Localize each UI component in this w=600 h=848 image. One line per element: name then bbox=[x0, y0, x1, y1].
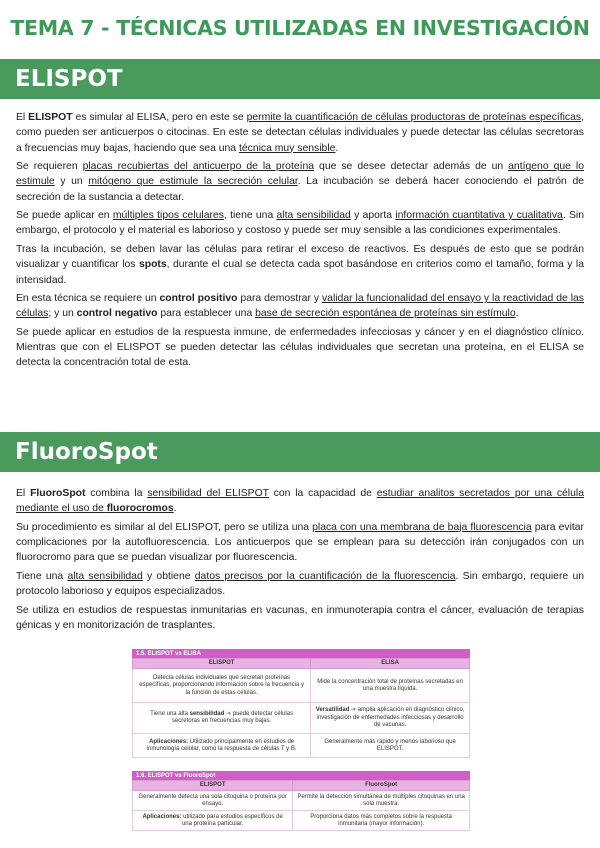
text-run: utilizado para estudios específicos de una proteína particular. bbox=[181, 813, 283, 827]
bold-text: control positivo bbox=[159, 293, 238, 305]
text-run: Utilizado principalmente en estudios de inmunología celular, como la respuesta de células T y B. bbox=[146, 738, 297, 752]
underlined-text: alta sensibilidad bbox=[276, 210, 351, 222]
text-run: . La incubación se deberá hacer conociendo el patrón de secreción de la sustancia a detectar. bbox=[16, 176, 585, 203]
table-cell bbox=[133, 811, 293, 831]
text-run: ➔ bbox=[224, 711, 233, 717]
paragraph bbox=[16, 325, 584, 371]
text-run: ➔ bbox=[349, 707, 358, 714]
text-run: Tiene una alta bbox=[150, 711, 190, 717]
text-run: En esta técnica se requiere un bbox=[16, 293, 160, 305]
table-cell bbox=[133, 703, 311, 734]
column-header: ELISPOT bbox=[133, 659, 311, 669]
text-run: . bbox=[515, 308, 519, 320]
text-run: Detecta células individuales que secretan proteínas específicas, proporcionando información sobre la frecuencia y la función de estas células. bbox=[139, 674, 304, 696]
fluorospot-body bbox=[16, 486, 584, 636]
text-run: . bbox=[173, 503, 177, 515]
text-run: . bbox=[335, 142, 339, 154]
bold-text: spots bbox=[138, 259, 167, 271]
underlined-text: mitógeno que estimule la secreción celular bbox=[88, 176, 298, 188]
underlined-text: permite la cuantificación de células productoras de proteínas específicas bbox=[246, 112, 582, 123]
text-run: El bbox=[16, 112, 29, 123]
underlined-text: sensibilidad del ELISPOT bbox=[147, 488, 269, 499]
paragraph bbox=[16, 159, 584, 205]
table-cell bbox=[133, 669, 311, 703]
page-title: TEMA 7 - TÉCNICAS UTILIZADAS EN INVESTIGACIÓN bbox=[10, 16, 590, 40]
bold-text: FluoroSpot bbox=[30, 488, 86, 499]
underlined-text: datos precisos por la cuantificación de la fluorescencia bbox=[194, 570, 456, 582]
text-run: que se desee detectar además de un bbox=[314, 161, 509, 173]
text-run: Generalmente detecta una sola citoquina o proteína por ensayo. bbox=[138, 793, 287, 807]
paragraph bbox=[16, 291, 584, 322]
paragraph bbox=[16, 569, 584, 600]
text-run: amplia aplicación en diagnóstico clínico, investigación de enfermedades infecciosas y desarrollo de vacunas. bbox=[316, 707, 465, 729]
text-run: Se requieren bbox=[16, 161, 83, 173]
bold-text: Aplicaciones: bbox=[149, 738, 189, 745]
bold-text: Aplicaciones: bbox=[142, 813, 182, 820]
text-run: Se puede aplicar en estudios de la respuesta inmune, de enfermedades infecciosas y cáncer y en el diagnóstico clínico. Mientras que con el ELISPOT se pueden detectar las células individuales que secretan una proteína, en el ELISA se detecta la concentración total de esta. bbox=[16, 326, 584, 369]
table-cell bbox=[293, 791, 470, 811]
paragraph bbox=[16, 242, 584, 288]
table-title: 1.6. ELISPOT vs FluoroSpot bbox=[132, 771, 470, 780]
text-run: El bbox=[16, 488, 31, 499]
text-run: Permite la detección simultánea de múltiples citoquinas en una sola muestra. bbox=[297, 793, 465, 807]
text-run: , tiene una bbox=[223, 210, 277, 222]
underlined-text: estudiar analitos secretados por una célula mediante el uso de bbox=[16, 488, 584, 515]
text-run: para evitar complicaciones por la autofluorescencia. Los anticuerpos que se emplean para su detección irán conjugados con un fluorocromo para que se puedan visualizar por fluorescencia. bbox=[16, 521, 585, 564]
text-run: ; y un bbox=[48, 308, 77, 320]
text-run: Tiene una bbox=[16, 570, 68, 582]
text-run: para establecer una bbox=[157, 308, 256, 320]
text-run: Se puede aplicar en bbox=[16, 210, 113, 222]
paragraph bbox=[16, 603, 584, 634]
column-header: ELISA bbox=[311, 659, 470, 669]
table-row bbox=[133, 734, 470, 758]
underlined-text: técnica muy sensible bbox=[238, 142, 336, 154]
underlined-text: placa con una membrana de baja fluorescencia bbox=[312, 521, 532, 533]
text-run: y aporta bbox=[350, 210, 396, 222]
table-title: 1.5. ELISPOT vs ELISA bbox=[132, 649, 470, 658]
table-row bbox=[133, 669, 470, 703]
text-run: . Sin embargo, requiere un protocolo laborioso y equipos especializados. bbox=[16, 570, 584, 598]
text-run: Generalmente más rápido y menos laborioso que ELISPOT. bbox=[324, 738, 456, 752]
underlined-text: validar la funcionalidad del ensayo y la reactividad de las células bbox=[16, 293, 584, 320]
text-run: Se utiliza en estudios de respuestas inmunitarias en vacunas, en inmunoterapia contra el cáncer, evaluación de terapias génicas y en monitorización de trasplantes. bbox=[16, 604, 584, 631]
paragraph bbox=[16, 208, 584, 239]
text-run: Proporciona datos más completos sobre la respuesta inmunitaria (mayor información). bbox=[310, 813, 453, 827]
table-row bbox=[133, 791, 470, 811]
bold-text: control negativo bbox=[76, 308, 158, 320]
underlined-text: múltiples tipos celulares bbox=[112, 210, 224, 222]
text-run: para demostrar y bbox=[237, 293, 322, 305]
table-cell bbox=[293, 811, 470, 831]
text-run: . Sin embargo, el protocolo y el material es laborioso y costoso y puede ser muy sensible a las condiciones experimentales. bbox=[16, 210, 584, 237]
column-header: ELISPOT bbox=[133, 781, 293, 791]
section-heading-fluorospot: FluoroSpot bbox=[0, 432, 600, 472]
text-run: y un bbox=[54, 176, 89, 188]
table-cell bbox=[133, 791, 293, 811]
paragraph bbox=[16, 110, 584, 156]
comparison-table-elispot-fluorospot bbox=[132, 771, 470, 831]
text-run: con la capacidad de bbox=[268, 488, 377, 499]
underlined-text: antígeno que lo estimule bbox=[16, 161, 584, 188]
text-run: Tras la incubación, se deben lavar las células para retirar el exceso de reactivos. Es después de esto que se podrán visualizar y cuantificar los bbox=[16, 243, 584, 271]
paragraph bbox=[16, 520, 584, 566]
section-heading-elispot: ELISPOT bbox=[0, 59, 600, 99]
text-run: y obtiene bbox=[142, 570, 195, 582]
bold-text: ELISPOT bbox=[28, 112, 73, 123]
table-cell bbox=[311, 703, 470, 734]
text-run: , como pueden ser anticuerpos o citocinas. En este se detectan células individuales y puede detectar las células secretoras a frecuencias muy bajas, haciendo que sea una bbox=[16, 112, 584, 154]
paragraph bbox=[16, 486, 584, 517]
table-cell bbox=[311, 734, 470, 758]
column-header: FluoroSpot bbox=[293, 781, 470, 791]
bold-text: Versatilidad bbox=[315, 707, 350, 714]
text-run: es simular al ELISA, pero en este se bbox=[72, 112, 247, 123]
underlined-text: fluorocromos bbox=[106, 503, 174, 515]
elispot-body bbox=[16, 110, 584, 374]
table-cell bbox=[133, 734, 311, 758]
underlined-text: información cuantitativa y cualitativa bbox=[395, 210, 563, 222]
text-run: Su procedimiento es similar al del ELISPOT, pero se utiliza una bbox=[16, 521, 313, 533]
text-run: Mide la concentración total de proteínas secretadas en una muestra líquida. bbox=[317, 678, 463, 692]
comparison-table-elispot-elisa bbox=[132, 649, 470, 758]
bold-text: sensibilidad bbox=[189, 711, 225, 717]
table-row bbox=[133, 811, 470, 831]
text-run: combina la bbox=[85, 488, 148, 499]
table-cell bbox=[311, 669, 470, 703]
underlined-text: placas recubiertas del anticuerpo de la proteína bbox=[82, 161, 315, 173]
text-run: , durante el cual se detecta cada spot basándose en criterios como el tamaño, forma y la intensidad. bbox=[16, 259, 584, 286]
underlined-text: alta sensibilidad bbox=[67, 570, 143, 582]
table-row bbox=[133, 703, 470, 734]
underlined-text: base de secreción espontánea de proteínas sin estímulo bbox=[255, 308, 516, 320]
text-run: puede detectar células secretoras en frecuencias muy bajas. bbox=[171, 711, 294, 725]
